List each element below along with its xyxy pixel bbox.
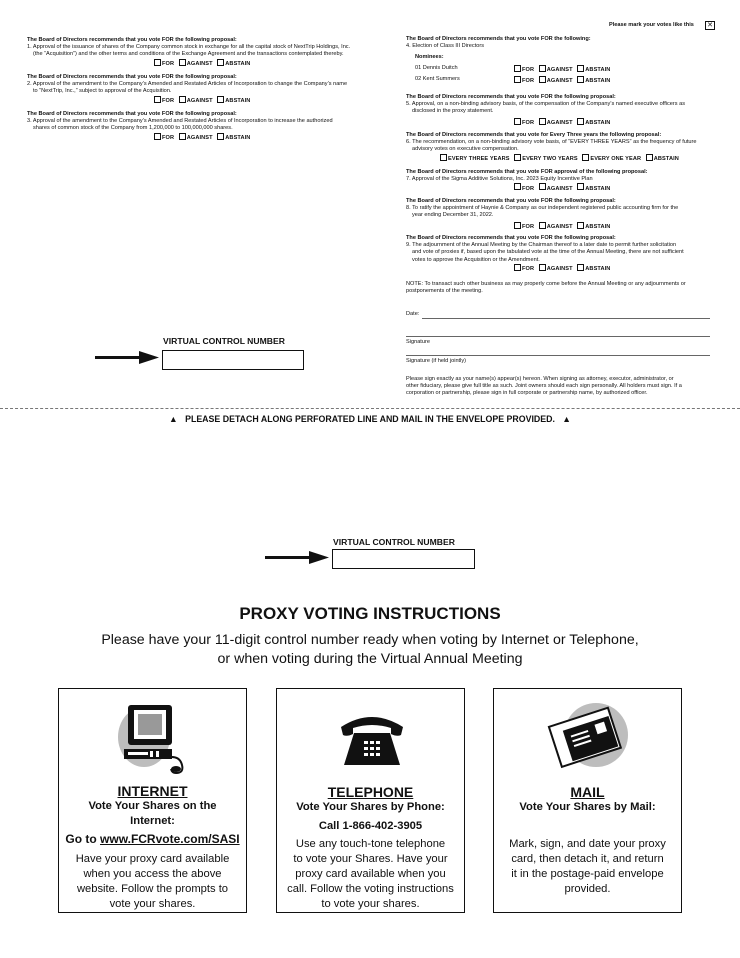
checkbox-icon[interactable] [577, 76, 584, 83]
proposal-5 [406, 94, 718, 127]
note [406, 281, 718, 295]
proposal-7 [406, 169, 718, 193]
mark-votes-note [609, 22, 694, 29]
telephone-body: Use any touch-tone telephone to vote your Shares. Have your proxy card available when you call. Follow the voting instructions to vote your shares. [287, 838, 454, 910]
proposal-3-line-1: 3. Approval of the amendment to the Company’s Amended and Restated Articles of Incorporation to increase the authorized [27, 118, 333, 125]
mail-voting-box [493, 688, 682, 913]
internet-url-link[interactable]: www.FCRvote.com/SASI [100, 832, 240, 846]
nominee-1-against[interactable]: AGAINST [539, 67, 573, 73]
proposal-1-line-2: (the “Acquisition”) and the other terms and conditions of the Exchange Agreement and the transactions contemplated thereby. [33, 51, 344, 58]
proposal-3-header: The Board of Directors recommends that you vote FOR the following proposal: [27, 111, 237, 117]
checkbox-icon[interactable] [539, 222, 546, 229]
proposal-3 [27, 111, 377, 142]
checkbox-icon[interactable] [539, 264, 546, 271]
telephone-title: TELEPHONE [327, 784, 414, 800]
proposal-7-abstain[interactable]: ABSTAIN [577, 186, 610, 192]
checkbox-icon[interactable] [582, 154, 589, 161]
envelope-icon [544, 697, 634, 777]
proposal-3-for[interactable]: FOR [154, 135, 174, 141]
arrow-right-icon [265, 551, 329, 565]
proposal-7-against[interactable]: AGAINST [539, 186, 573, 192]
checkbox-icon[interactable] [577, 264, 584, 271]
nominee-name-2: 02 Kent Summers [415, 75, 460, 82]
proposal-6-line-1: 6. The recommendation, on a non-binding advisory vote basis, of “EVERY THREE YEARS” as the frequency of future [406, 139, 697, 146]
proposal-6-vote-options [406, 154, 718, 164]
joint-signature-label: Signature (if held jointly) [406, 358, 467, 364]
proposal-9-for[interactable]: FOR [514, 266, 534, 272]
date-line[interactable] [422, 318, 710, 319]
internet-title: INTERNET [117, 783, 188, 799]
proposal-1-line-1: 1. Approval of the issuance of shares of the Company common stock in exchange for all the capital stock of NextTrip Holdings, Inc. [27, 44, 351, 51]
proposal-9-abstain[interactable]: ABSTAIN [577, 266, 610, 272]
proposal-2-abstain[interactable]: ABSTAIN [217, 98, 250, 104]
proposal-9-line-1: 9. The adjournment of the Annual Meeting by the Chairman thereof to a later date to permit further solicitation [406, 242, 677, 249]
nominee-1-vote-options [514, 65, 613, 75]
instructions-text [0, 631, 740, 669]
proposal-7-vote-options [406, 183, 718, 193]
internet-goto-prefix: Go to [65, 832, 101, 846]
proposal-5-line-2: disclosed in the proxy statement. [412, 108, 494, 115]
telephone-number[interactable]: Call 1-866-402-3905 [318, 820, 423, 832]
proposal-3-against[interactable]: AGAINST [179, 135, 213, 141]
mail-body: Mark, sign, and date your proxy card, then detach it, and return it in the postage-paid envelope provided. [509, 838, 666, 895]
nominee-2-vote-options [514, 76, 613, 86]
checkbox-icon[interactable] [440, 154, 447, 161]
joint-signature-line[interactable] [406, 355, 710, 356]
sign-line-1: Please sign exactly as your name(s) appear(s) hereon. When signing as attorney, executor, administrator, or [406, 376, 674, 382]
proposal-9-vote-options [406, 264, 718, 274]
checkbox-icon[interactable] [217, 133, 224, 140]
virtual-control-number-box-bottom[interactable] [332, 549, 475, 569]
proposal-2-header: The Board of Directors recommends that you vote FOR the following proposal: [27, 74, 237, 80]
checkbox-icon[interactable] [577, 183, 584, 190]
nominee-2-against[interactable]: AGAINST [539, 78, 573, 84]
proposal-5-against[interactable]: AGAINST [539, 120, 573, 126]
nominee-row-1 [406, 65, 716, 76]
checkbox-icon[interactable] [514, 222, 521, 229]
checkbox-icon[interactable] [514, 154, 521, 161]
internet-sub-line-1: Vote Your Shares on the [88, 800, 217, 812]
telephone-voting-box [276, 688, 465, 913]
proposal-1 [27, 37, 377, 68]
sign-line-3: corporation or partnership, please sign in full corporate or partnership name, by authorized officer. [406, 390, 648, 397]
proposal-8-abstain[interactable]: ABSTAIN [577, 224, 610, 230]
proposal-5-vote-options [406, 118, 718, 128]
proposal-8-for[interactable]: FOR [514, 224, 534, 230]
checkbox-icon[interactable] [514, 264, 521, 271]
proposal-7-header: The Board of Directors recommends that you vote FOR approval of the following proposal: [406, 169, 648, 175]
checkbox-icon[interactable] [539, 65, 546, 72]
internet-body: Have your proxy card available when you access the above website. Follow the prompts to vote your shares. [75, 853, 230, 910]
proposal-9 [406, 235, 718, 274]
signature-line[interactable] [406, 336, 710, 337]
note-line-2: postponements of the meeting. [406, 288, 483, 295]
checkbox-icon[interactable] [154, 133, 161, 140]
proposal-9-header: The Board of Directors recommends that you vote FOR the following proposal: [406, 235, 616, 241]
perforated-line [0, 408, 740, 409]
checkbox-icon[interactable] [514, 76, 521, 83]
proposal-9-against[interactable]: AGAINST [539, 266, 573, 272]
proposal-3-line-2: shares of common stock of the Company from 1,200,000 to 100,000,000 shares. [33, 125, 233, 132]
instructions-title: PROXY VOTING INSTRUCTIONS [239, 604, 501, 623]
nominee-1-abstain[interactable]: ABSTAIN [577, 67, 610, 73]
example-mark-box-icon: ✕ [705, 21, 715, 30]
proposal-4-line: 4. Election of Class III Directors [406, 43, 485, 50]
checkbox-icon[interactable] [154, 96, 161, 103]
sign-line-2: other fiduciary, please give full title as such. Joint owners should each sign personally. All holders must sign. If a [406, 383, 682, 390]
proposal-6-header: The Board of Directors recommends that you vote for Every Three years the following proposal: [406, 132, 662, 138]
nominee-2-for[interactable]: FOR [514, 78, 534, 84]
signing-instructions [406, 376, 718, 398]
proposal-4-header: The Board of Directors recommends that you vote FOR the following: [406, 36, 591, 42]
proposal-2-against[interactable]: AGAINST [179, 98, 213, 104]
proposal-5-line-1: 5. Approval, on a non-binding advisory basis, of the compensation of the Company’s named executive officers as [406, 101, 686, 108]
proposal-8-header: The Board of Directors recommends that you vote FOR the following proposal: [406, 198, 616, 204]
proposal-2-for[interactable]: FOR [154, 98, 174, 104]
date-label: Date: [406, 311, 420, 317]
proposal-8-line-2: year ending December 31, 2022. [412, 212, 494, 219]
virtual-control-number-label-bottom: VIRTUAL CONTROL NUMBER [333, 537, 455, 547]
internet-subtitle [59, 799, 246, 829]
proposal-5-for[interactable]: FOR [514, 120, 534, 126]
proposal-4 [406, 36, 716, 87]
proposal-1-vote-options [27, 59, 377, 69]
computer-icon [114, 697, 194, 777]
telephone-icon [337, 713, 407, 769]
checkbox-icon[interactable] [179, 59, 186, 66]
internet-goto [59, 832, 246, 847]
proposal-6-every-one-year[interactable]: EVERY ONE YEAR [582, 156, 641, 162]
proposal-3-abstain[interactable]: ABSTAIN [217, 135, 250, 141]
checkbox-icon[interactable] [577, 118, 584, 125]
triangle-up-icon: ▲ [169, 414, 178, 424]
detach-instruction [0, 414, 740, 424]
checkbox-icon[interactable] [539, 118, 546, 125]
checkbox-icon[interactable] [217, 96, 224, 103]
proposal-1-header: The Board of Directors recommends that you vote FOR the following proposal: [27, 37, 237, 43]
checkbox-icon[interactable] [179, 133, 186, 140]
proposal-6-line-2: advisory votes on executive compensation. [412, 146, 519, 153]
signature-label: Signature [406, 339, 430, 345]
internet-sub-line-2: Internet: [130, 815, 175, 827]
nominee-row-2 [406, 76, 716, 87]
detach-text: PLEASE DETACH ALONG PERFORATED LINE AND MAIL IN THE ENVELOPE PROVIDED. [185, 414, 555, 424]
proposal-2-line-2: to “NextTrip, Inc.,” subject to approval of the Acquisition. [33, 88, 172, 95]
nominee-2-abstain[interactable]: ABSTAIN [577, 78, 610, 84]
checkbox-icon[interactable] [179, 96, 186, 103]
checkbox-icon[interactable] [514, 65, 521, 72]
checkbox-icon[interactable] [514, 118, 521, 125]
mail-subtitle: Vote Your Shares by Mail: [519, 801, 656, 813]
proposal-2 [27, 74, 377, 105]
internet-voting-box [58, 688, 247, 913]
proposal-2-line-1: 2. Approval of the amendment to the Company’s Amended and Restated Articles of Incorporation to change the Company’s name [27, 81, 348, 88]
nominee-name-1: 01 Dennis Duitch [415, 64, 458, 71]
telephone-subtitle: Vote Your Shares by Phone: [296, 801, 445, 813]
proposal-6 [406, 132, 718, 163]
checkbox-icon[interactable] [539, 76, 546, 83]
proposal-6-every-two-years[interactable]: EVERY TWO YEARS [514, 156, 577, 162]
checkbox-icon[interactable] [514, 183, 521, 190]
proposal-1-against[interactable]: AGAINST [179, 61, 213, 67]
proposal-6-every-three-years[interactable]: EVERY THREE YEARS [440, 156, 510, 162]
virtual-control-number-box-top[interactable] [162, 350, 304, 370]
proposal-8-line-1: 8. To ratify the appointment of Haynie & Company as our independent registered public accounting firm for the [406, 205, 679, 212]
proposal-8-against[interactable]: AGAINST [539, 224, 573, 230]
proposal-5-abstain[interactable]: ABSTAIN [577, 120, 610, 126]
checkbox-icon[interactable] [646, 154, 653, 161]
arrow-right-icon [95, 351, 159, 365]
proposal-7-line: 7. Approval of the Sigma Additive Solutions, Inc. 2023 Equity Incentive Plan [406, 176, 593, 183]
nominees-label: Nominees: [415, 54, 444, 61]
proposal-3-vote-options [27, 133, 377, 143]
proposal-1-for[interactable]: FOR [154, 61, 174, 67]
checkbox-icon[interactable] [539, 183, 546, 190]
checkbox-icon[interactable] [154, 59, 161, 66]
proposal-1-abstain[interactable]: ABSTAIN [217, 61, 250, 67]
proposal-8 [406, 198, 718, 231]
proposal-8-vote-options [406, 222, 718, 232]
nominee-1-for[interactable]: FOR [514, 67, 534, 73]
mail-title: MAIL [570, 784, 605, 800]
triangle-up-icon: ▲ [562, 414, 571, 424]
proposal-5-header: The Board of Directors recommends that you vote FOR the following proposal: [406, 94, 616, 100]
mark-votes-note-text: Please mark your votes like this [609, 22, 694, 28]
checkbox-icon[interactable] [577, 222, 584, 229]
checkbox-icon[interactable] [217, 59, 224, 66]
proposal-9-line-2: and vote of proxies if, based upon the tabulated vote at the time of the Annual Meeting, there are not sufficient [412, 249, 684, 256]
proposal-9-line-3: votes to approve the Acquisition or the Amendment. [412, 256, 540, 263]
proposal-6-abstain[interactable]: ABSTAIN [646, 156, 679, 162]
proposal-2-vote-options [27, 96, 377, 106]
instructions-line-1: Please have your 11-digit control number ready when voting by Internet or Telephone, [101, 632, 639, 648]
checkbox-icon[interactable] [577, 65, 584, 72]
note-line-1: NOTE: To transact such other business as may properly come before the Annual Meeting or any adjournments or [406, 281, 686, 287]
virtual-control-number-label-top: VIRTUAL CONTROL NUMBER [163, 336, 285, 346]
proposal-7-for[interactable]: FOR [514, 186, 534, 192]
instructions-line-2: or when voting during the Virtual Annual Meeting [217, 651, 523, 667]
